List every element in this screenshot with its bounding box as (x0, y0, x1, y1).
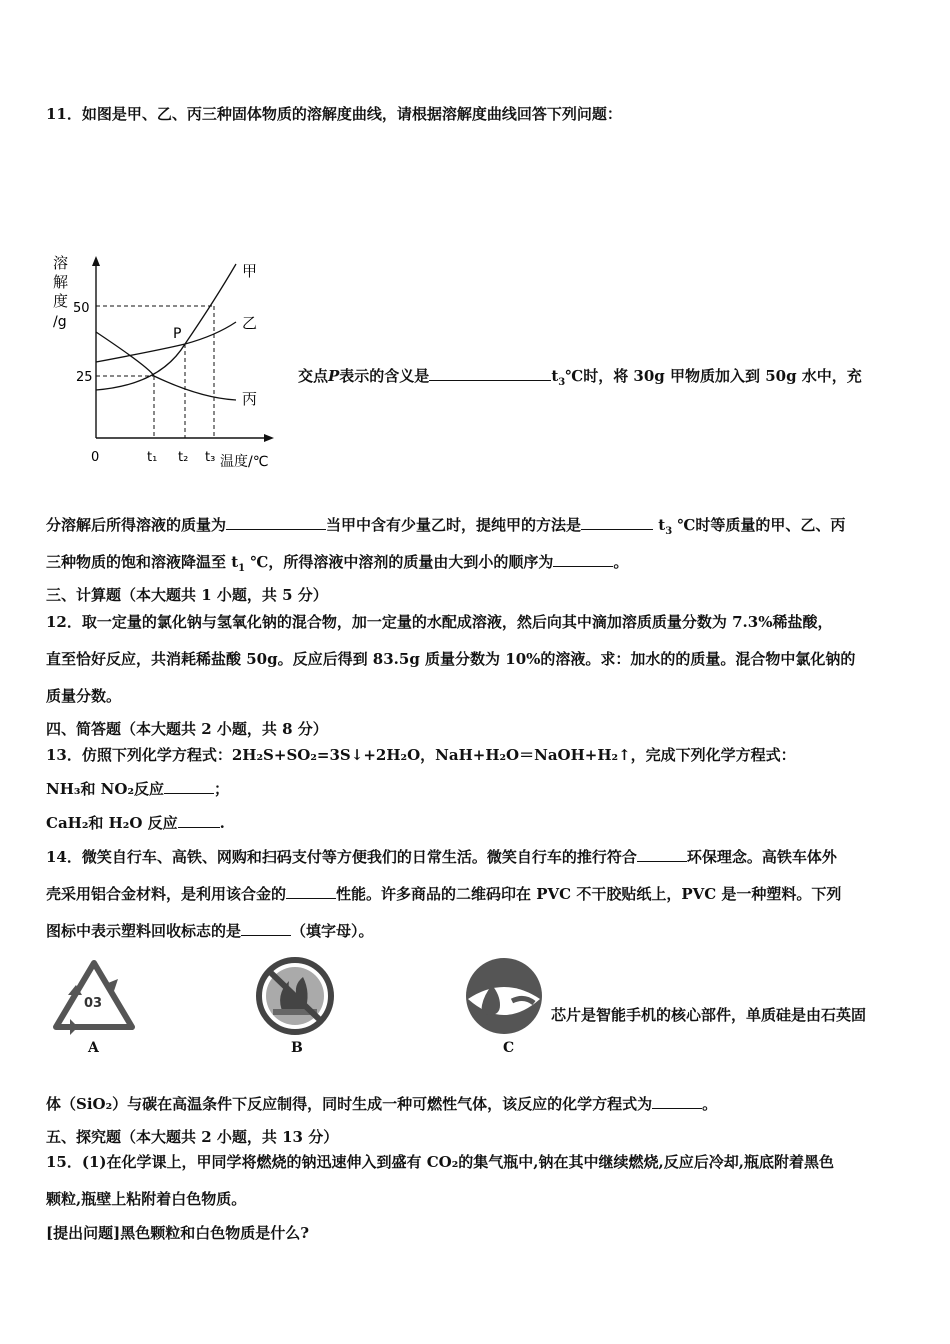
section-4-title: 四、简答题（本大题共 2 小题，共 8 分） (46, 720, 328, 738)
y-label-4: /g (53, 314, 67, 330)
q12-line2: 直至恰好反应，共消耗稀盐酸 50g。反应后得到 83.5g 质量分数为 10%的溶液。求：加水的的质量。混合物中氯化钠的 (46, 650, 856, 668)
q11-line2: 分溶解后所得溶液的质量为 当甲中含有少量乙时，提纯甲的方法是 $t_3$ ℃时等质量的甲、乙、丙 (46, 516, 846, 537)
recycle-icon (48, 955, 140, 1035)
recycle-code: 03 (84, 996, 103, 1011)
q12-line3: 质量分数。 (46, 687, 122, 705)
q14-line4: 体（SiO₂）与碳在高温条件下反应制得，同时生成一种可燃性气体，该反应的化学方程式为 。 (46, 1095, 718, 1113)
q13-line3: CaH₂和 H₂O 反应 . (46, 814, 225, 832)
blank-purify-method[interactable] (581, 515, 653, 530)
blank-solution-mass[interactable] (226, 515, 326, 530)
icon-c-label: C (503, 1040, 515, 1056)
section-5-title: 五、探究题（本大题共 2 小题，共 13 分） (46, 1128, 339, 1146)
blank-recycle-letter[interactable] (241, 921, 291, 936)
x-tick-t1: t₁ (147, 450, 158, 465)
q11-line3: 三种物质的饱和溶液降温至 $t_1$ ℃，所得溶液中溶剂的质量由大到小的顺序为 。 (46, 553, 629, 574)
y-label-1: 溶 (53, 254, 69, 272)
x-axis-label: 温度/℃ (220, 454, 269, 470)
q14-line1: 14．微笑自行车、高铁、网购和扫码支付等方便我们的日常生活。微笑自行车的推行符合 环保理念。高铁车体外 (46, 848, 837, 866)
q15-line2: 颗粒,瓶壁上粘附着白色物质。 (46, 1190, 247, 1208)
curve-jia-label: 甲 (242, 262, 258, 280)
blank-eco-concept[interactable] (637, 847, 687, 862)
q11-side-text: 交点P表示的含义是 $t_3℃$时，将 30g 甲物质加入到 50g 水中，充 (298, 367, 862, 388)
y-tick-50: 50 (73, 301, 90, 316)
q15-line3: [提出问题]黑色颗粒和白色物质是什么? (46, 1224, 309, 1242)
q12-line1: 12．取一定量的氯化钠与氢氧化钠的混合物，加一定量的水配成溶液，然后向其中滴加溶质质量分数为 7.3%稀盐酸， (46, 613, 833, 631)
y-label-2: 解 (53, 273, 69, 291)
curve-yi-label: 乙 (242, 314, 258, 332)
blank-silicon-equation[interactable] (652, 1094, 702, 1109)
water-save-icon (460, 955, 548, 1037)
section-3-title: 三、计算题（本大题共 1 小题，共 5 分） (46, 586, 328, 604)
q13-line2: NH₃和 NO₂反应 ； (46, 780, 230, 798)
q15-line1: 15．(1)在化学课上，甲同学将燃烧的钠迅速伸入到盛有 CO₂的集气瓶中,钠在其中继续燃烧,反应后冷却,瓶底附着黑色 (46, 1153, 834, 1171)
x-tick-t2: t₂ (178, 450, 189, 465)
blank-nh3-no2[interactable] (164, 779, 214, 794)
x-tick-t3: t₃ (205, 450, 216, 465)
blank-solvent-order[interactable] (553, 552, 613, 567)
icon-a-label: A (88, 1040, 99, 1056)
solubility-graph (40, 250, 280, 480)
y-tick-25: 25 (76, 370, 93, 385)
q14-chip-text: 芯片是智能手机的核心部件，单质硅是由石英固 (551, 1006, 867, 1024)
y-label-3: 度 (53, 292, 69, 310)
blank-cah2-h2o[interactable] (178, 813, 220, 828)
origin-label: 0 (91, 450, 100, 465)
q14-line2: 壳采用铝合金材料，是利用该合金的 性能。许多商品的二维码印在 PVC 不干胶贴纸上，PVC 是一种塑料。下列 (46, 885, 842, 903)
blank-p-meaning[interactable] (429, 366, 551, 381)
curve-jia (96, 264, 236, 390)
icon-b-label: B (291, 1040, 303, 1056)
blank-alloy-property[interactable] (286, 884, 336, 899)
q13-line1: 13．仿照下列化学方程式：2H₂S+SO₂=3S↓+2H₂O，NaH+H₂O＝NaOH+H₂↑，完成下列化学方程式： (46, 746, 796, 764)
point-p-label: P (173, 326, 182, 342)
q11-intro: 11．如图是甲、乙、丙三种固体物质的溶解度曲线，请根据溶解度曲线回答下列问题： (46, 105, 622, 123)
no-fire-icon (253, 955, 337, 1037)
curve-bing-label: 丙 (242, 390, 258, 408)
q14-line3: 图标中表示塑料回收标志的是 （填字母）。 (46, 922, 374, 940)
curve-yi (96, 322, 236, 362)
